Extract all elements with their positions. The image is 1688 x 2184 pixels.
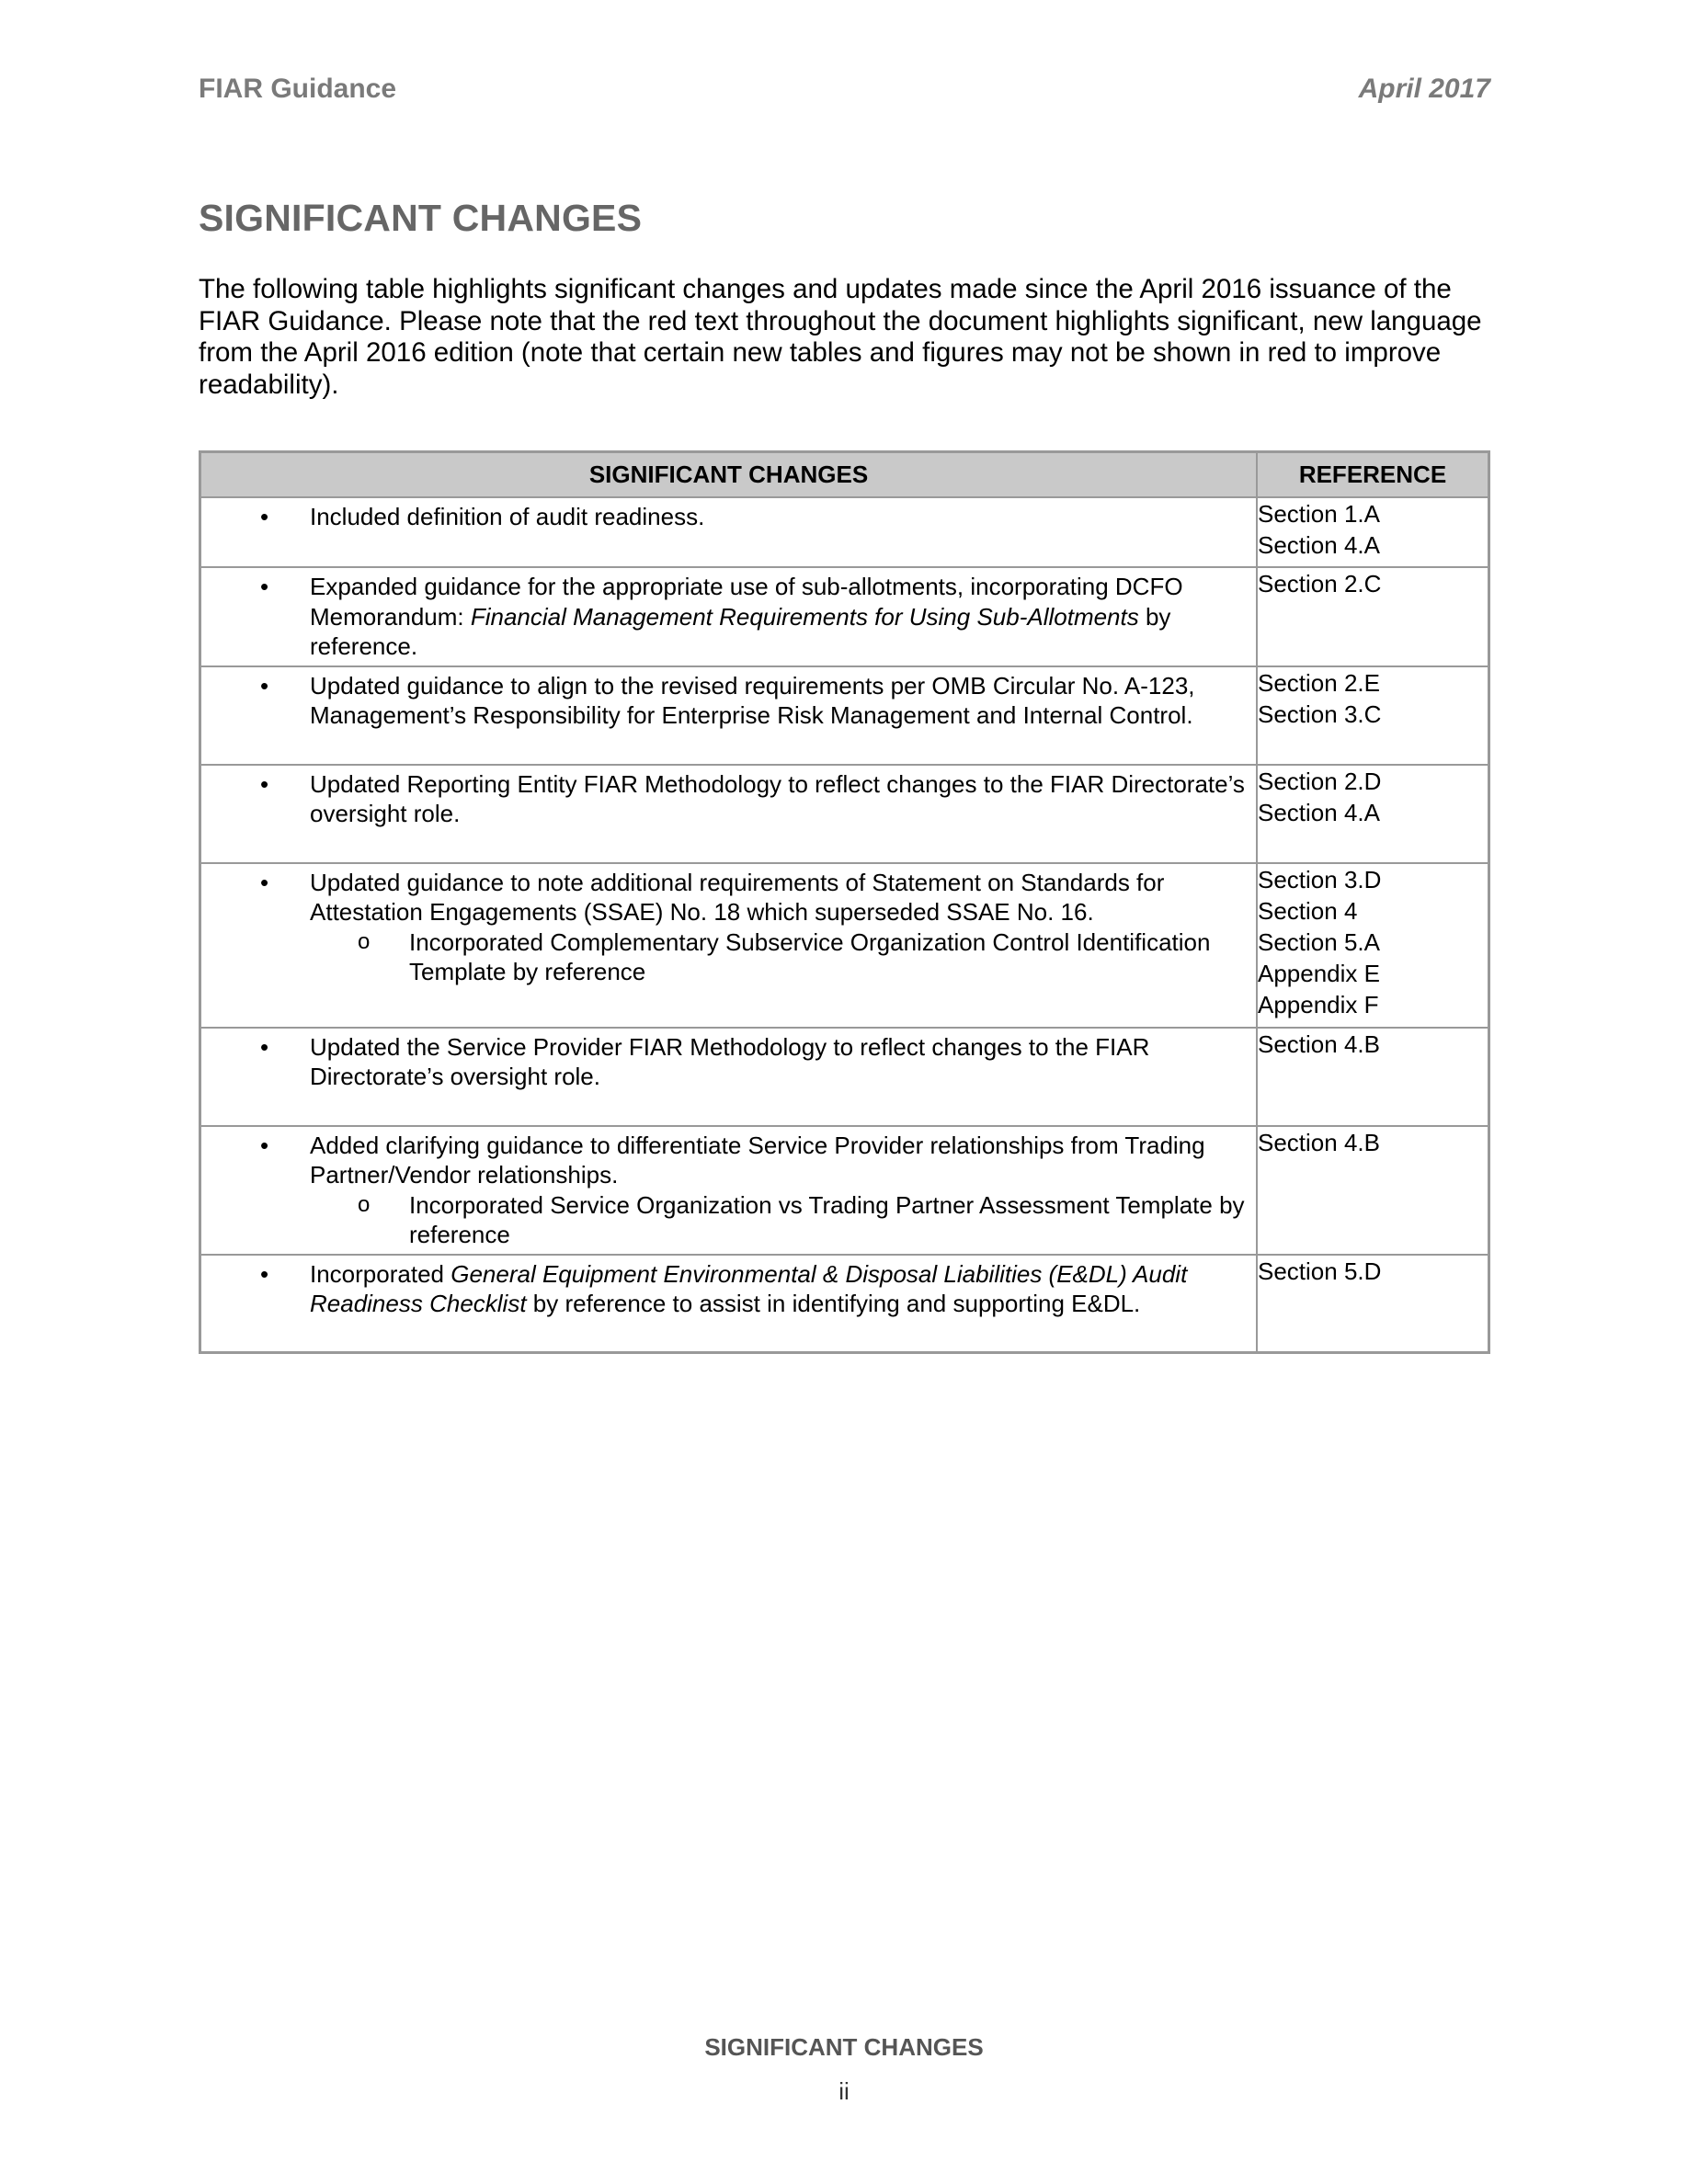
reference-item: Section 4 (1258, 896, 1358, 925)
change-text: Incorporated (310, 1259, 451, 1288)
table-row (200, 765, 1489, 863)
reference-cell (1257, 567, 1489, 666)
reference-cell (1257, 1255, 1489, 1353)
change-text: Updated guidance to note additional requirements of Statement on Standards for Attestation Engagements (SSAE) No. 18 which superseded SSAE No. 16. (310, 868, 1165, 926)
sub-item-text: Incorporated Complementary Subservice Organization Control Identification Template by reference (409, 927, 1211, 985)
sub-bullet-icon: o (358, 1191, 371, 1217)
change-text-italic: Financial Management Requirements for Using Sub-Allotments (470, 602, 1139, 631)
reference-item: Section 5.D (1258, 1257, 1382, 1285)
change-text: Expanded guidance for the appropriate use of sub-allotments, incorporating DCFO Memorandum: (310, 573, 1183, 631)
reference-item: Section 1.A (1258, 500, 1380, 528)
bullet-icon: • (260, 573, 269, 600)
change-text-tail: by reference to assist in identifying and supporting E&DL. (526, 1290, 1141, 1317)
reference-cell (1257, 1028, 1489, 1126)
change-text-italic: General Equipment Environmental & Disposal Liabilities (E&DL) Audit Readiness Checklist (310, 1259, 1188, 1317)
change-text: Included definition of audit readiness. (310, 503, 705, 530)
bullet-icon: • (260, 1259, 269, 1288)
bullet-icon: • (260, 868, 269, 896)
sub-item (310, 1190, 1245, 1250)
column-header-reference: REFERENCE (1257, 452, 1489, 498)
running-header-date: April 2017 (1358, 74, 1490, 104)
reference-item: Section 3.C (1258, 700, 1382, 728)
column-header-changes: SIGNIFICANT CHANGES (200, 452, 1258, 498)
table-row (200, 497, 1489, 567)
change-cell (200, 1255, 1258, 1353)
bullet-icon: • (260, 671, 269, 700)
reference-cell (1257, 765, 1489, 863)
change-text: Updated Reporting Entity FIAR Methodology to reflect changes to the FIAR Directorate’s oversight role. (310, 769, 1245, 827)
table-row (200, 1255, 1489, 1353)
table-row (200, 567, 1489, 666)
reference-cell (1257, 666, 1489, 765)
change-cell (200, 497, 1258, 567)
running-header-title: FIAR Guidance (199, 74, 397, 104)
reference-item: Section 2.E (1258, 668, 1380, 697)
page-title: SIGNIFICANT CHANGES (199, 197, 643, 239)
reference-item: Section 4.B (1258, 1029, 1380, 1058)
table-row (200, 1028, 1489, 1126)
reference-item: Appendix E (1258, 959, 1380, 987)
bullet-icon: • (260, 1131, 269, 1159)
page-number: ii (838, 2077, 850, 2105)
change-cell (200, 1126, 1258, 1255)
reference-cell (1257, 497, 1489, 567)
sub-item (310, 927, 1245, 987)
reference-item: Section 2.C (1258, 570, 1382, 597)
change-cell (200, 765, 1258, 863)
reference-cell (1257, 863, 1489, 1028)
significant-changes-table (199, 450, 1490, 1354)
table-header-row (200, 452, 1489, 498)
change-text-tail: by reference. (310, 602, 1171, 660)
table-row (200, 863, 1489, 1028)
reference-item: Section 5.A (1258, 927, 1380, 956)
change-text: Updated the Service Provider FIAR Methodology to reflect changes to the FIAR Directorate’s oversight role. (310, 1032, 1150, 1090)
sub-item-text: Incorporated Service Organization vs Trading Partner Assessment Template by reference (409, 1190, 1245, 1248)
footer-section-title: SIGNIFICANT CHANGES (704, 2033, 984, 2061)
table-row (200, 666, 1489, 765)
bullet-icon: • (260, 1032, 269, 1061)
intro-paragraph: The following table highlights significant changes and updates made since the April 2016 issuance of the FIAR Guidance. Please note that the red text throughout the document highlights significant, new language from the April 2016 edition (note that certain new tables and figures may not be shown in red to improve readability). (199, 274, 1482, 400)
change-cell (200, 666, 1258, 765)
reference-cell (1257, 1126, 1489, 1255)
reference-item: Section 4.A (1258, 531, 1380, 559)
bullet-icon: • (260, 769, 269, 798)
reference-item: Section 3.D (1258, 865, 1382, 893)
bullet-icon: • (260, 503, 269, 530)
reference-item: Section 2.D (1258, 767, 1382, 795)
change-text: Added clarifying guidance to differentiate Service Provider relationships from Trading Partner/Vendor relationships. (310, 1131, 1205, 1189)
reference-item: Appendix F (1258, 990, 1379, 1018)
change-text: Updated guidance to align to the revised requirements per OMB Circular No. A-123, Management’s Responsibility for Enterprise Risk Management and Internal Control. (310, 671, 1195, 729)
change-cell (200, 863, 1258, 1028)
change-cell (200, 1028, 1258, 1126)
table-row (200, 1126, 1489, 1255)
sub-bullet-icon: o (358, 928, 371, 954)
change-cell (200, 567, 1258, 666)
reference-item: Section 4.B (1258, 1128, 1380, 1156)
reference-item: Section 4.A (1258, 798, 1380, 826)
